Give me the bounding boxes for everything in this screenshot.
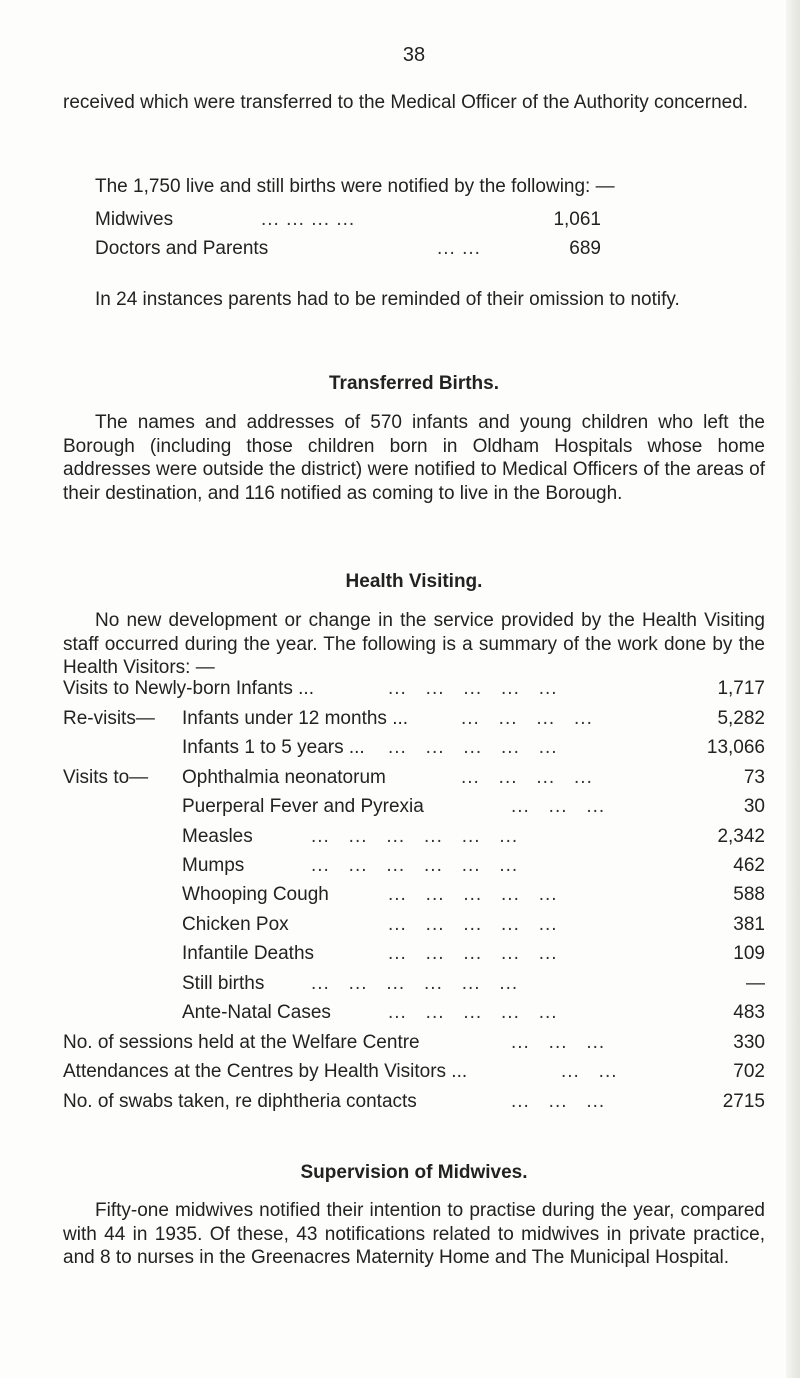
heading-supervision-midwives: Supervision of Midwives. xyxy=(300,1162,528,1183)
row-value: 5,282 xyxy=(717,708,765,729)
row-value: 588 xyxy=(733,884,765,905)
revisits-row-1-to-5: Infants 1 to 5 years ... ... ... ... ... ... 13,066 xyxy=(182,737,765,758)
row-label: Puerperal Fever and Pyrexia xyxy=(182,796,424,817)
row-label: Infantile Deaths xyxy=(182,943,315,964)
row-label: Doctors and Parents xyxy=(95,238,269,259)
row-value: 330 xyxy=(733,1032,765,1053)
visits-to-row-ophthalmia: Visits to— Ophthalmia neonatorum ... ... ... ... 73 xyxy=(63,767,765,788)
paragraph-continuation xyxy=(63,91,765,115)
paragraph-text: No new development or change in the service provided by the Health Visiting staff occurred during the year. The following is a summary of the work done by the Health Visitors: — xyxy=(63,610,765,678)
row-value: 109 xyxy=(733,943,765,964)
paragraph-transferred-births xyxy=(63,411,765,505)
row-value: 2715 xyxy=(722,1091,765,1112)
row-leader: ... ... ... ... xyxy=(261,209,356,230)
row-label: Attendances at the Centres by Health Visitors ... xyxy=(63,1061,468,1082)
row-label: Chicken Pox xyxy=(182,914,289,935)
visits-to-row-infantile-deaths: Infantile Deaths ... ... ... ... ... 109 xyxy=(182,943,765,964)
visits-to-row-chicken-pox: Chicken Pox ... ... ... ... ... 381 xyxy=(182,914,765,935)
row-leader: ... ... xyxy=(437,238,481,259)
visits-to-row-mumps: Mumps ... ... ... ... ... ... 462 xyxy=(182,855,765,876)
paragraph-reminded xyxy=(63,288,765,312)
row-label: Whooping Cough xyxy=(182,884,329,905)
paragraph-supervision-midwives xyxy=(63,1199,765,1270)
row-value: 381 xyxy=(733,914,765,935)
visits-to-row-whooping-cough: Whooping Cough ... ... ... ... ... 588 xyxy=(182,884,765,905)
visits-to-row-measles: Measles ... ... ... ... ... ... 2,342 xyxy=(182,826,765,847)
heading-transferred-births: Transferred Births. xyxy=(329,373,499,394)
paragraph-text: received which were transferred to the Medical Officer of the Authority concerned. xyxy=(63,92,749,113)
revisits-prefix: Re-visits— xyxy=(63,708,155,729)
sessions-row: No. of sessions held at the Welfare Centre ... ... ... 330 xyxy=(63,1032,765,1053)
page-number: 38 xyxy=(402,44,426,66)
heading-health-visiting: Health Visiting. xyxy=(345,571,483,592)
row-label: Visits to Newly-born Infants ... xyxy=(63,678,314,699)
row-label: Measles xyxy=(182,826,253,847)
paragraph-text: In 24 instances parents had to be reminded of their omission to notify. xyxy=(95,289,680,310)
paragraph-health-visiting xyxy=(63,609,765,680)
births-row-doctors-parents xyxy=(63,238,765,262)
row-value: 30 xyxy=(743,796,765,817)
row-label: Infants under 12 months ... xyxy=(182,708,409,729)
row-value: 13,066 xyxy=(706,737,765,758)
row-value: 702 xyxy=(733,1061,765,1082)
visits-to-prefix: Visits to— xyxy=(63,767,149,788)
visits-to-row-puerperal: Puerperal Fever and Pyrexia ... ... ... 30 xyxy=(182,796,765,817)
page-edge-shadow xyxy=(786,0,800,1378)
row-value: 1,061 xyxy=(553,209,601,230)
paragraph-births-notified xyxy=(63,175,765,199)
revisits-row-under-12: Re-visits— Infants under 12 months ... ... ... ... ... 5,282 xyxy=(63,708,765,729)
row-value: 483 xyxy=(733,1002,765,1023)
row-label: Ante-Natal Cases xyxy=(182,1002,331,1023)
row-value: 1,717 xyxy=(717,678,765,699)
swabs-row: No. of swabs taken, re diphtheria contacts ... ... ... 2715 xyxy=(63,1091,765,1112)
paragraph-text: The 1,750 live and still births were notified by the following: — xyxy=(95,176,615,197)
visits-newly-born-row: Visits to Newly-born Infants ... ... ... ... ... ... 1,717 xyxy=(63,678,765,699)
row-label: Infants 1 to 5 years ... xyxy=(182,737,365,758)
row-label: No. of sessions held at the Welfare Centre xyxy=(63,1032,420,1053)
row-value: 462 xyxy=(733,855,765,876)
row-label: No. of swabs taken, re diphtheria contacts xyxy=(63,1091,417,1112)
row-label: Still births xyxy=(182,973,265,994)
row-value: 2,342 xyxy=(717,826,765,847)
paragraph-text: The names and addresses of 570 infants and young children who left the Borough (including those children born in Oldham Hospitals whose home addresses were outside the district) were notified to Medical Officers of the areas of their destination, and 116 notified as coming to live in the Borough. xyxy=(63,412,765,504)
attendances-row: Attendances at the Centres by Health Visitors ... ... ... 702 xyxy=(63,1061,765,1082)
births-row-midwives xyxy=(63,209,765,233)
row-value: 73 xyxy=(743,767,765,788)
row-label: Ophthalmia neonatorum xyxy=(182,767,386,788)
row-value: 689 xyxy=(569,238,601,259)
row-label: Midwives xyxy=(95,209,174,230)
visits-to-row-ante-natal: Ante-Natal Cases ... ... ... ... ... 483 xyxy=(182,1002,765,1023)
row-label: Mumps xyxy=(182,855,245,876)
visits-to-row-still-births: Still births ... ... ... ... ... ... — xyxy=(182,973,765,994)
row-value: — xyxy=(746,973,765,994)
paragraph-text: Fifty-one midwives notified their intention to practise during the year, compared with 44 in 1935. Of these, 43 notifications related to midwives in private practice, and 8 to nurses in the Greenacres Maternity Home and The Municipal Hospital. xyxy=(63,1200,765,1268)
